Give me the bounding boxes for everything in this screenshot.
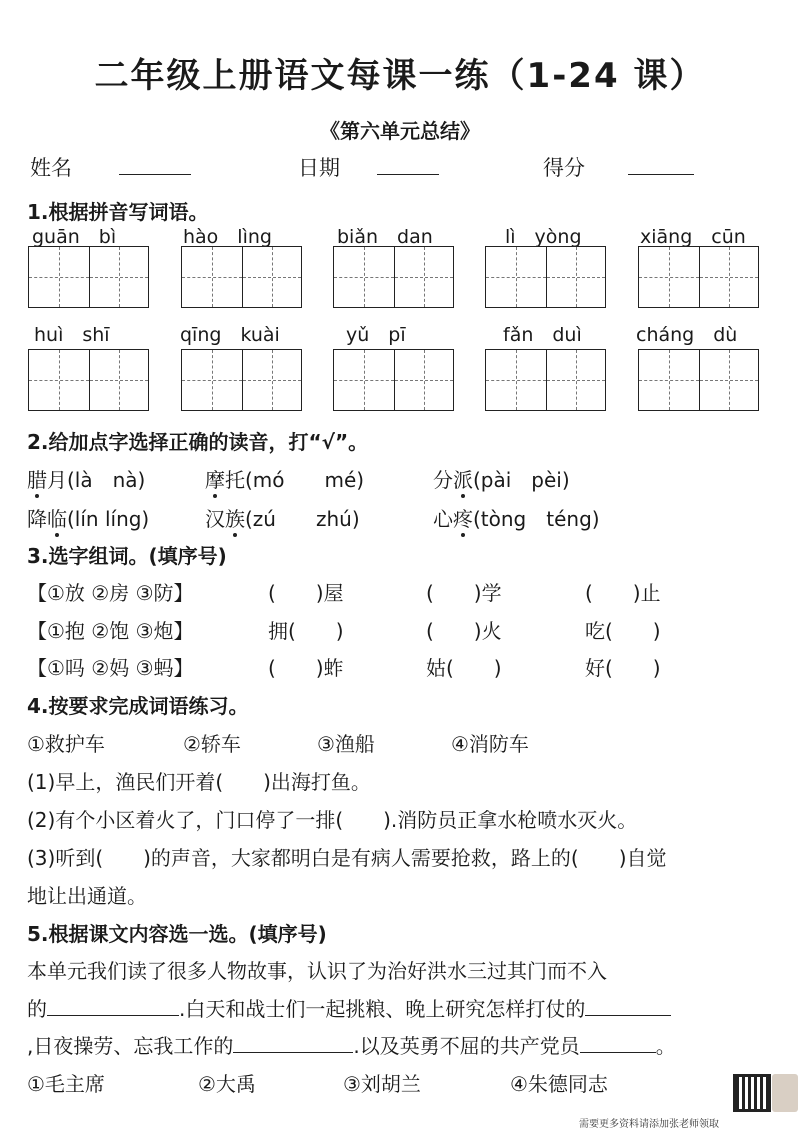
option: ②大禹 [198,1072,256,1096]
pinyin-label: lì yòng [505,226,582,248]
answer-blank[interactable] [47,996,179,1016]
sentence[interactable]: (1)早上，渔民们开着( )出海打鱼。 [27,770,371,794]
word-blank[interactable]: ( )屋 [268,581,344,605]
sentence[interactable]: (2)有个小区着火了，门口停了一排( ).消防员正拿水枪喷水灭火。 [27,808,638,832]
date-field[interactable] [298,152,439,182]
q4-heading: 4.按要求完成词语练习。 [27,694,249,718]
word-blank[interactable]: ( )止 [585,581,661,605]
score-label: 得分 [543,156,585,180]
writing-grid[interactable] [638,246,759,308]
word-blank[interactable]: ( )火 [426,619,502,643]
paragraph-line: ,日夜操劳、忘我工作的 .以及英勇不屈的共产党员 。 [27,1034,676,1058]
pinyin-label: fǎn duì [503,324,582,346]
writing-grid[interactable] [638,349,759,411]
writing-grid[interactable] [181,349,302,411]
score-field[interactable] [543,152,694,182]
option: ④消防车 [451,732,529,756]
paragraph-line: 本单元我们读了很多人物故事，认识了为治好洪水三过其门而不入 [27,959,607,983]
q2-heading: 2.给加点字选择正确的读音，打“√”。 [27,430,369,454]
score-blank[interactable] [628,155,694,175]
sentence: 地让出通道。 [27,884,147,908]
option: ①毛主席 [27,1072,105,1096]
q5-heading: 5.根据课文内容选一选。(填序号) [27,922,327,946]
q1-heading: 1.根据拼音写词语。 [27,200,209,224]
char-group: 【①吗 ②妈 ③蚂】 [27,656,194,680]
word-blank[interactable]: ( )学 [426,581,502,605]
pronunciation-item[interactable]: 分派(pài pèi) [433,468,570,492]
option: ③刘胡兰 [343,1072,421,1096]
pinyin-label: qīng kuài [180,324,280,346]
char-group: 【①抱 ②饱 ③炮】 [27,619,194,643]
pinyin-label: guān bì [32,226,117,248]
footer-note: 需要更多资料请添加张老师领取 [579,1119,719,1130]
answer-blank[interactable] [585,996,671,1016]
pinyin-label: cháng dù [636,324,738,346]
name-label: 姓名 [30,156,72,180]
writing-grid[interactable] [28,246,149,308]
paragraph-line: 的 .白天和战士们一起挑粮、晚上研究怎样打仗的 [27,993,671,1022]
pronunciation-item[interactable]: 心疼(tòng téng) [433,507,600,531]
page-title: 二年级上册语文每课一练（1-24 课） [94,56,706,96]
writing-grid[interactable] [485,246,606,308]
option: ②轿车 [183,732,241,756]
q3-heading: 3.选字组词。(填序号) [27,544,227,568]
writing-grid[interactable] [333,349,454,411]
date-blank[interactable] [377,155,439,175]
pronunciation-item[interactable]: 腊月(là nà) [27,468,146,492]
char-group: 【①放 ②房 ③防】 [27,581,194,605]
pronunciation-item[interactable]: 汉族(zú zhú) [205,507,360,531]
pronunciation-item[interactable]: 摩托(mó mé) [205,468,365,492]
qr-code-icon [733,1074,771,1112]
word-blank[interactable]: 好( ) [585,656,661,680]
writing-grid[interactable] [28,349,149,411]
option: ③渔船 [317,732,375,756]
pronunciation-item[interactable]: 降临(lín líng) [27,507,150,531]
writing-grid[interactable] [485,349,606,411]
pinyin-label: xiāng cūn [640,226,746,248]
word-blank[interactable]: 吃( ) [585,619,661,643]
pinyin-label: hào lìng [183,226,272,248]
date-label: 日期 [298,156,340,180]
avatar [772,1074,798,1112]
name-blank[interactable] [119,155,191,175]
writing-grid[interactable] [181,246,302,308]
answer-blank[interactable] [233,1033,353,1053]
name-field[interactable] [30,152,191,182]
word-blank[interactable]: ( )蚱 [268,656,344,680]
option: ①救护车 [27,732,105,756]
answer-blank[interactable] [580,1033,656,1053]
page-subtitle: 《第六单元总结》 [320,119,480,143]
option: ④朱德同志 [510,1072,608,1096]
pinyin-label: biǎn dan [337,226,433,248]
word-blank[interactable]: 姑( ) [426,656,502,680]
sentence[interactable]: (3)听到( )的声音，大家都明白是有病人需要抢救，路上的( )自觉 [27,846,667,870]
writing-grid[interactable] [333,246,454,308]
word-blank[interactable]: 拥( ) [268,619,344,643]
pinyin-label: huì shī [34,324,110,346]
pinyin-label: yǔ pī [346,324,406,346]
